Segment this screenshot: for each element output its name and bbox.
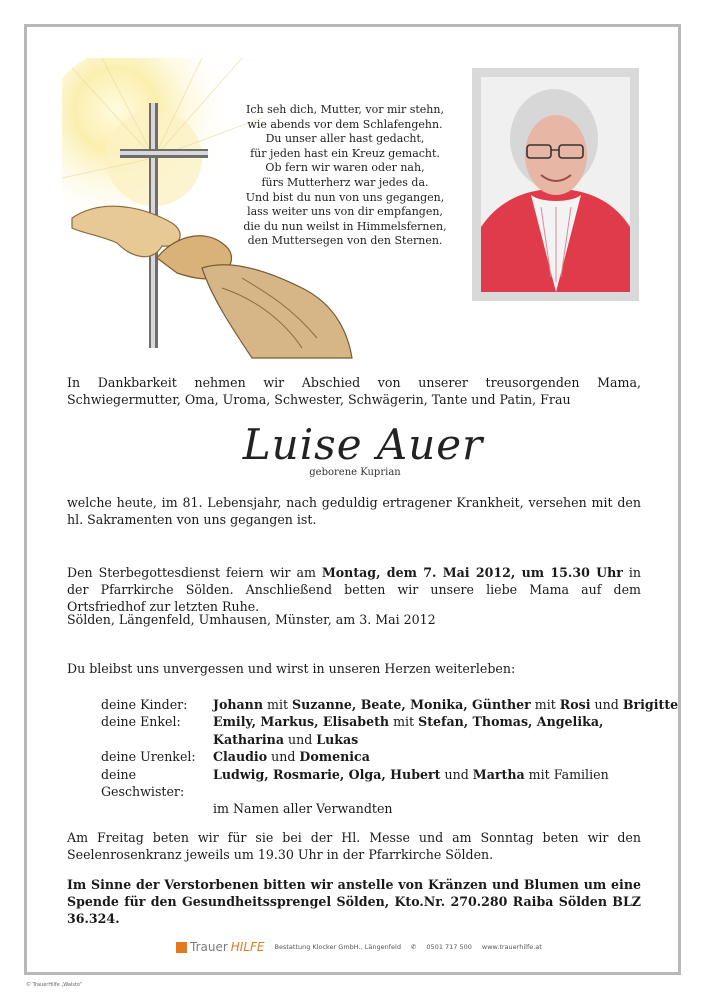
poem-line: für jeden hast ein Kreuz gemacht. bbox=[250, 146, 440, 160]
footer-company: Bestattung Klocker GmbH., Längenfeld bbox=[274, 943, 401, 951]
family-label: deine Enkel: bbox=[101, 714, 181, 730]
place-date: Sölden, Längenfeld, Umhausen, Münster, am 3. Mai 2012 bbox=[67, 612, 436, 627]
family-label: deine Kinder: bbox=[101, 697, 188, 712]
poem bbox=[226, 103, 464, 249]
trauerhilfe-logo: Trauer HILFE bbox=[176, 940, 265, 954]
service-date: Montag, dem 7. Mai 2012, um 15.30 Uhr bbox=[321, 565, 623, 580]
birth-name: geborene Kuprian bbox=[309, 467, 401, 478]
family-row-verwandte: im Namen aller Verwandten bbox=[213, 801, 393, 817]
footer-web[interactable]: www.trauerhilfe.at bbox=[481, 943, 542, 951]
family-row-urenkel: deine Urenkel: Claudio und Domenica bbox=[101, 749, 370, 765]
family-row-kinder: deine Kinder: Johann mit Suzanne, Beate, Monika, Günther mit Rosi und Brigitte bbox=[101, 697, 679, 712]
family-list bbox=[101, 696, 678, 818]
deceased-name: Luise Auer bbox=[242, 420, 484, 469]
portrait-frame bbox=[472, 68, 639, 301]
poem-line: Ich seh dich, Mutter, vor mir stehn, bbox=[246, 103, 444, 116]
footer-phone: 0501 717 500 bbox=[426, 943, 472, 951]
family-row-geschwister: deine Geschwister: Ludwig, Rosmarie, Olga, Hubert und Martha mit Familien bbox=[101, 766, 609, 800]
service-text bbox=[67, 564, 641, 616]
phone-icon: ✆ bbox=[410, 943, 417, 951]
passing-text: welche heute, im 81. Lebensjahr, nach geduldig ertragener Krankheit, versehen mit den hl. Sakramenten von uns gegangen ist. bbox=[67, 495, 641, 528]
family-row-enkel-cont: Katharina und Lukas bbox=[213, 731, 359, 747]
poem-line: Du unser aller hast gedacht, bbox=[265, 132, 425, 146]
poem-line: Und bist du nun von uns gegangen, bbox=[245, 190, 445, 204]
portrait-photo bbox=[481, 77, 630, 292]
donation-text: Im Sinne der Verstorbenen bitten wir anstelle von Kränzen und Blumen um eine Spende für den Gesundheitssprengel Sölden, Kto.Nr. 270.280 Raiba Sölden BLZ 36.324. bbox=[67, 877, 641, 927]
poem-line: die du nun weilst in Himmelsfernen, bbox=[243, 219, 447, 233]
copyright: © TrauerHilfe „Walsto“ bbox=[26, 982, 83, 988]
family-label: deine Urenkel: bbox=[101, 749, 196, 765]
poem-line: Ob fern wir waren oder nah, bbox=[265, 161, 425, 175]
family-label: deine Geschwister: bbox=[101, 766, 185, 800]
footer bbox=[176, 938, 556, 956]
logo-square-icon bbox=[176, 942, 187, 953]
poem-line: den Muttersegen von den Sternen. bbox=[247, 234, 443, 248]
intro-text: In Dankbarkeit nehmen wir Abschied von unserer treusorgenden Mama, Schwiegermutter, Oma, Uroma, Schwester, Schwägerin, Tante und Patin, Frau bbox=[67, 375, 641, 408]
poem-line: lass weiter uns von dir empfangen, bbox=[247, 205, 443, 219]
prayer-text: Am Freitag beten wir für sie bei der Hl. Messe und am Sonntag beten wir den Seelenrosenkranz jeweils um 19.30 Uhr in der Pfarrkirche Sölden. bbox=[67, 830, 641, 863]
family-row-enkel: deine Enkel: Emily, Markus, Elisabeth mit Stefan, Thomas, Angelika, bbox=[101, 714, 604, 730]
service-post: in der Pfarrkirche Sölden. Anschließend betten wir unsere liebe Mama auf dem Ortsfriedhof zur letzten Ruhe. bbox=[67, 565, 641, 615]
service-pre: Den Sterbegottesdienst feiern wir am bbox=[67, 565, 322, 580]
remember-text: Du bleibst uns unvergessen und wirst in unseren Herzen weiterleben: bbox=[67, 661, 516, 676]
poem-line: fürs Mutterherz war jedes da. bbox=[261, 175, 429, 189]
poem-line: wie abends vor dem Schlafengehn. bbox=[247, 117, 443, 131]
